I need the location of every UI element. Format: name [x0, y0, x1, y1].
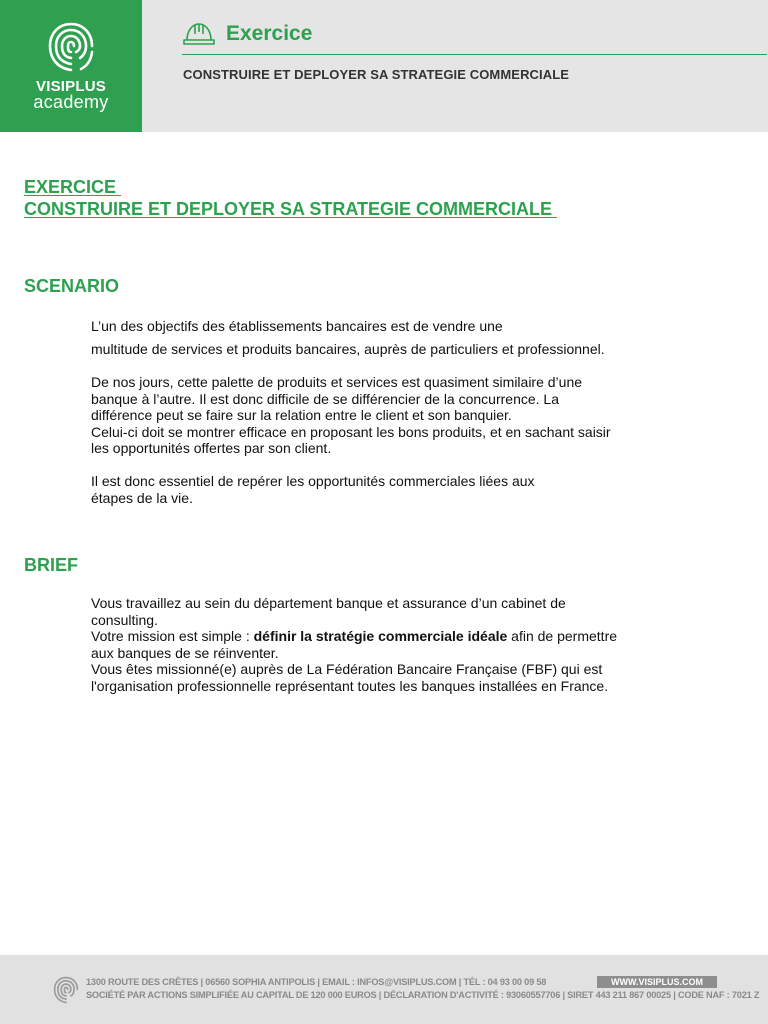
header-subtitle: CONSTRUIRE ET DEPLOYER SA STRATEGIE COMMERCIALE — [183, 67, 570, 82]
text-segment: Votre mission est simple : — [91, 628, 254, 644]
text-line: De nos jours, cette palette de produits et services est quasiment similaire d’une — [91, 374, 583, 390]
logo-text-academy: academy — [33, 92, 109, 112]
fingerprint-logo-icon — [53, 975, 79, 1005]
scenario-paragraph-1 — [91, 318, 605, 357]
scenario-heading: SCENARIO — [24, 276, 120, 296]
brief-paragraph — [91, 595, 617, 694]
header-title: Exercice — [226, 22, 313, 45]
scenario-paragraph-3 — [91, 473, 535, 506]
text-line: étapes de la vie. — [91, 489, 193, 506]
text-line: consulting. — [91, 611, 158, 628]
emphasis-text: définir la stratégie commerciale idéale — [253, 628, 508, 644]
text-line: Il est donc essentiel de repérer les opportunités commerciales liées aux — [91, 473, 535, 489]
footer-legal: SOCIÉTÉ PAR ACTIONS SIMPLIFIÉE AU CAPITAL DE 120 000 EUROS | DÉCLARATION D'ACTIVITÉ : 93060557706 | SIRET 443 211 867 00025 | CODE NAF : 7021 Z — [86, 990, 760, 1000]
page-footer — [0, 955, 768, 1024]
text-line: Celui-ci doit se montrer efficace en proposant les bons produits, et en sachant saisir — [91, 423, 611, 440]
text-segment: afin de permettre — [507, 628, 618, 644]
text-line: banque à l’autre. Il est donc difficile de se différencier de la concurrence. La — [91, 390, 559, 407]
footer-address: 1300 ROUTE DES CRÊTES | 06560 SOPHIA ANTIPOLIS | EMAIL : INFOS@VISIPLUS.COM | TÉL : 04 93 00 09 58 — [86, 977, 547, 987]
brand-logo — [0, 0, 142, 132]
text-line: les opportunités offertes par son client. — [91, 440, 332, 456]
fingerprint-logo-icon — [47, 20, 95, 74]
document-title — [24, 176, 557, 220]
logo-text-visiplus: VISIPLUS — [36, 78, 106, 95]
helmet-icon — [182, 20, 216, 48]
document-title-line2: CONSTRUIRE ET DEPLOYER SA STRATEGIE COMMERCIALE — [24, 199, 558, 219]
header-divider — [182, 54, 767, 55]
text-line: l'organisation professionnelle représentant toutes les banques installées en France. — [91, 677, 609, 694]
brief-heading: BRIEF — [24, 555, 78, 575]
text-line: Vous travaillez au sein du département banque et assurance d’un cabinet de — [91, 595, 566, 611]
page-header — [0, 0, 768, 132]
scenario-paragraph-2 — [91, 374, 611, 457]
footer-website-link[interactable]: WWW.VISIPLUS.COM — [597, 976, 717, 988]
text-line — [91, 628, 617, 645]
text-line: différence peut se faire sur la relation entre le client et son banquier. — [91, 407, 512, 423]
document-title-line1: EXERCICE — [24, 177, 122, 197]
text-line: multitude de services et produits bancaires, auprès de particuliers et professionnel. — [91, 340, 605, 357]
text-line: L’un des objectifs des établissements bancaires est de vendre une — [91, 318, 503, 334]
text-line: Vous êtes missionné(e) auprès de La Fédération Bancaire Française (FBF) qui est — [91, 661, 603, 677]
text-line: aux banques de se réinventer. — [91, 644, 279, 661]
